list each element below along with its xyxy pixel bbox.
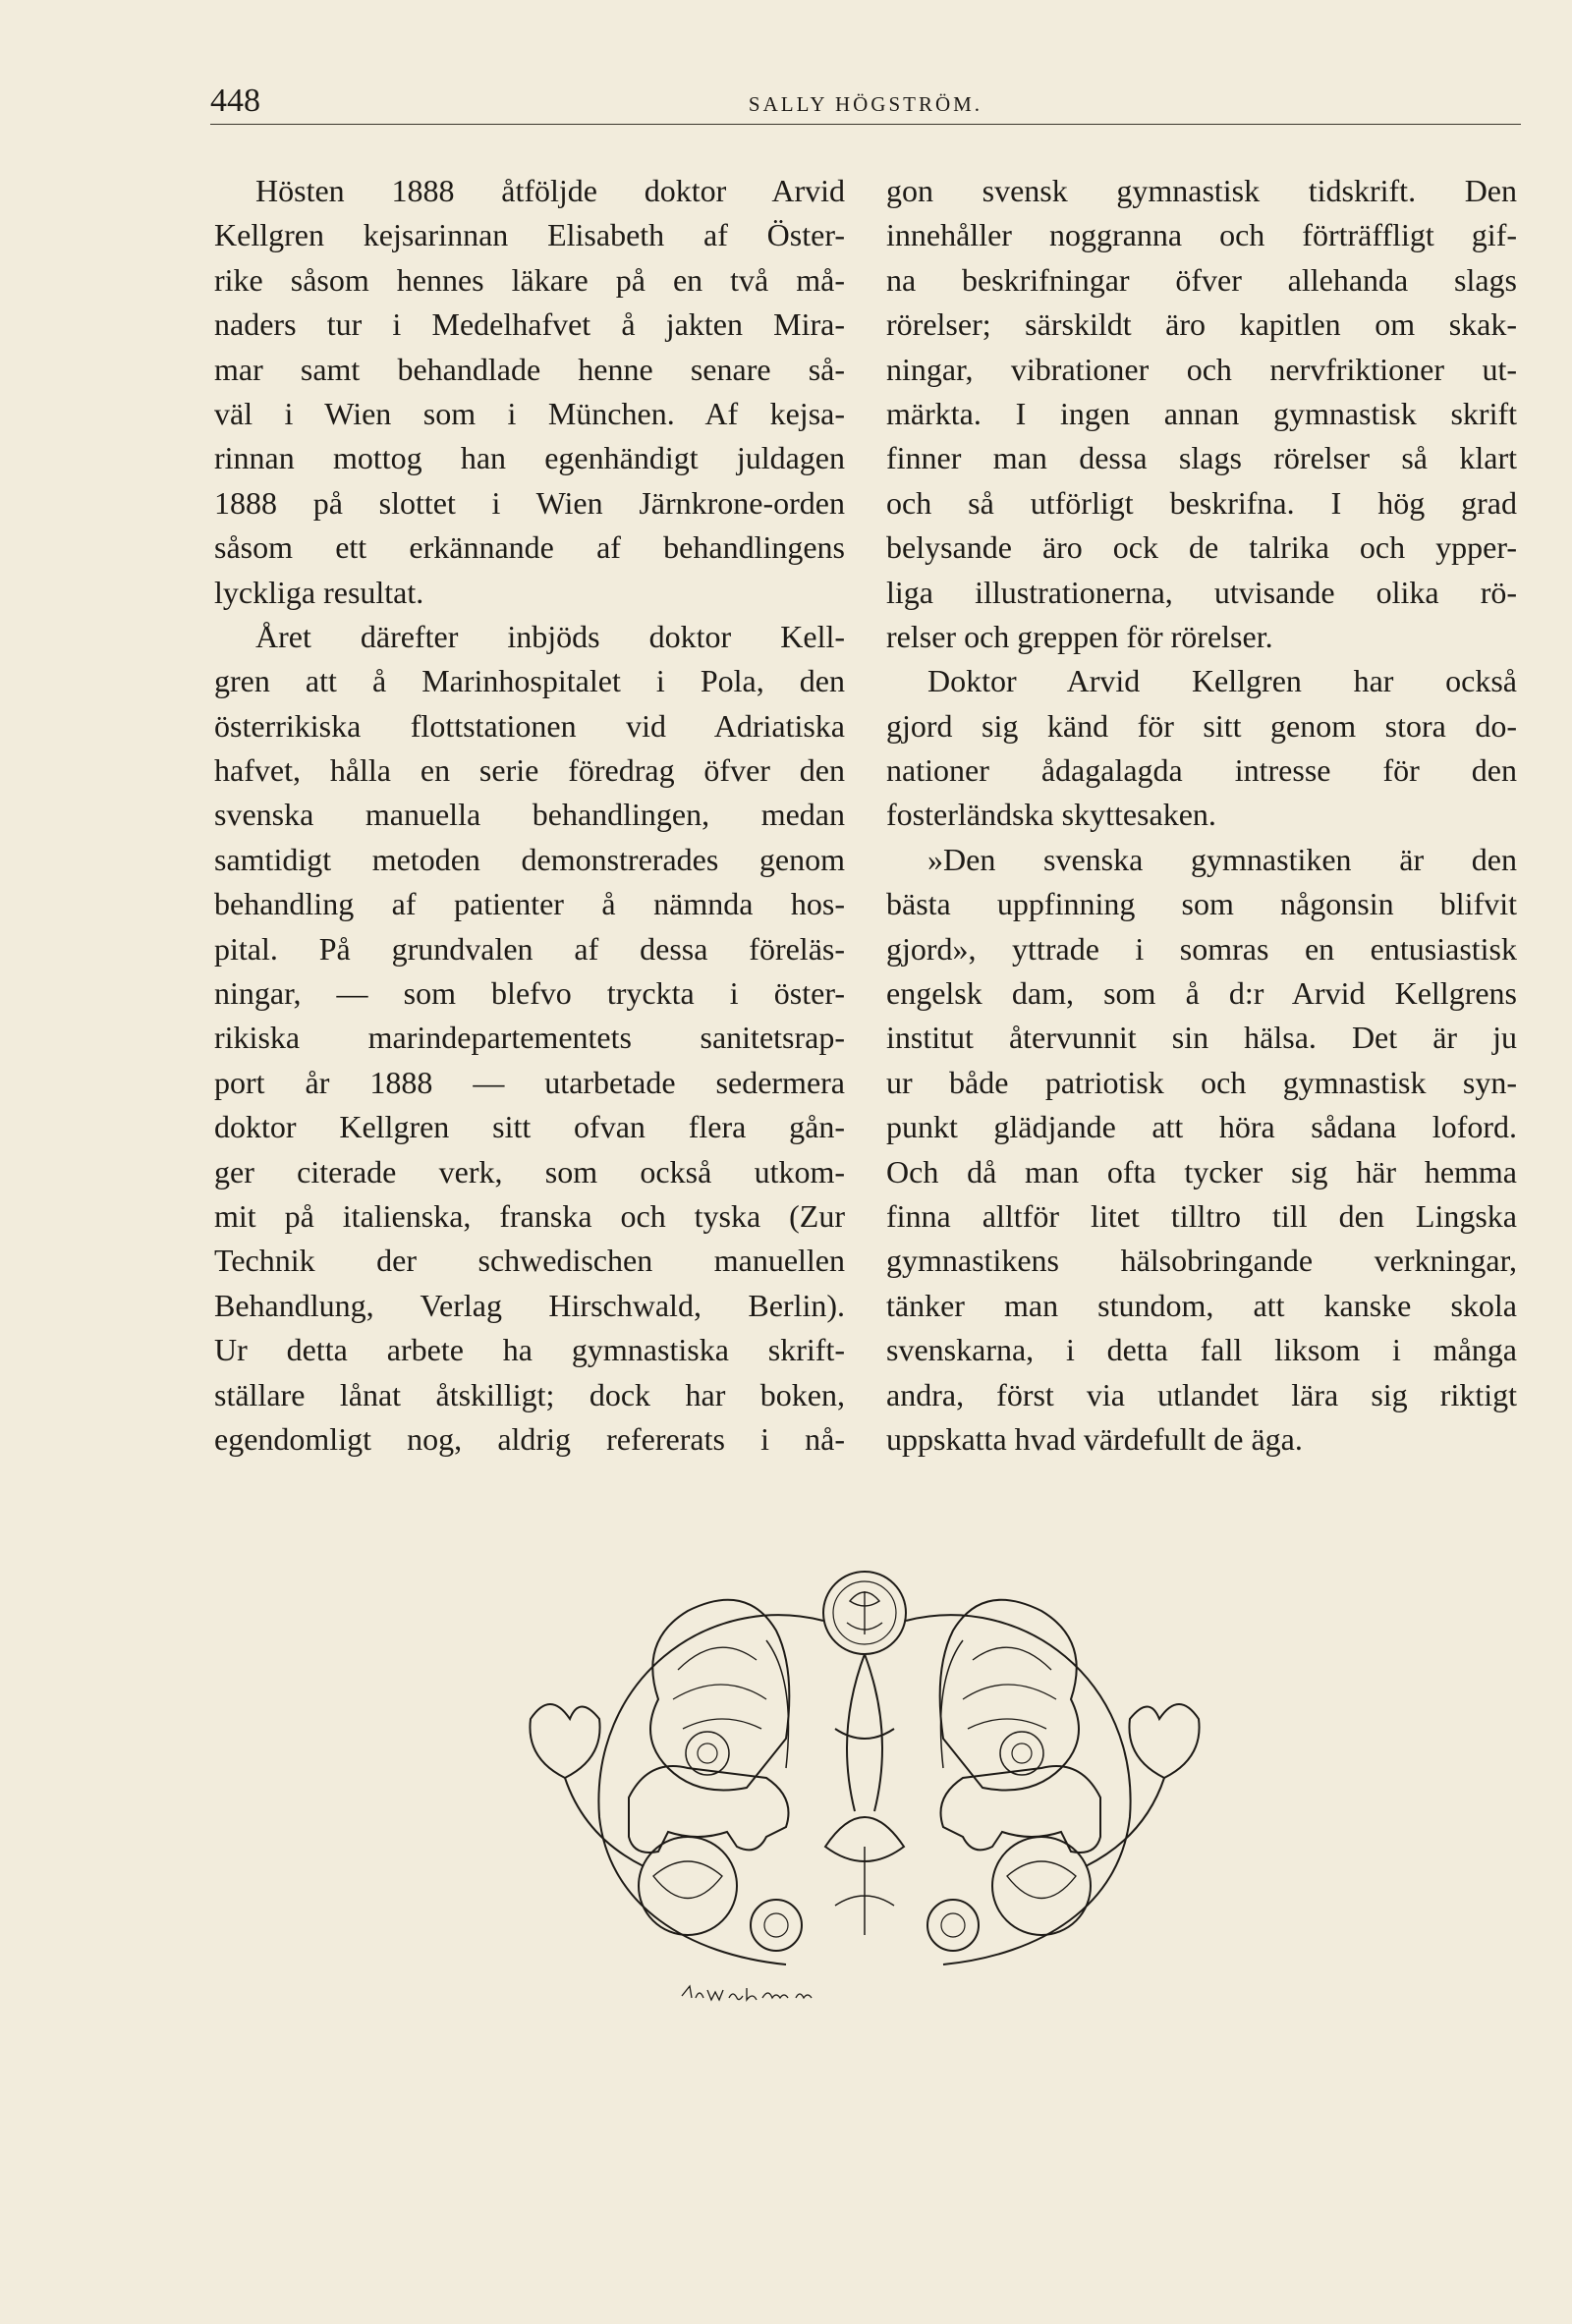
page-header (210, 83, 1521, 122)
text-line: belysande äro ock de talrika och ypper- (886, 529, 1517, 566)
text-line: engelsk dam, som å d:r Arvid Kellgrens (886, 975, 1517, 1012)
running-title: SALLY HÖGSTRÖM. (748, 92, 983, 116)
text-line: Kellgren kejsarinnan Elisabeth af Öster- (214, 217, 845, 253)
text-line: svenskarna, i detta fall liksom i många (886, 1332, 1517, 1368)
text-line: innehåller noggranna och förträffligt gif- (886, 217, 1517, 253)
text-line: port år 1888 — utarbetade sedermera (214, 1064, 845, 1100)
text-line: nationer ådagalagda intresse för den (886, 752, 1517, 789)
text-line: rinnan mottog han egenhändigt juldagen (214, 440, 845, 476)
text-line: gren att å Marinhospitalet i Pola, den (214, 663, 845, 699)
text-line: österrikiska flottstationen vid Adriatiska (214, 707, 845, 744)
text-line: fosterländska skyttesaken. (886, 797, 1216, 833)
text-line: pital. På grundvalen af dessa föreläs- (214, 930, 845, 967)
text-line: uppskatta hvad värdefullt de äga. (886, 1420, 1303, 1457)
text-line: 1888 på slottet i Wien Järnkrone-orden (214, 484, 845, 521)
text-line: rike såsom hennes läkare på en två må- (214, 261, 845, 298)
text-line: naders tur i Medelhafvet å jakten Mira- (214, 306, 845, 343)
text-line: egendomligt nog, aldrig refererats i nå- (214, 1420, 845, 1457)
text-line: relser och greppen för rörelser. (886, 618, 1273, 654)
text-line: punkt glädjande att höra sådana loford. (886, 1109, 1517, 1145)
text-line: tänker man stundom, att kanske skola (886, 1287, 1517, 1323)
left-column (214, 169, 845, 1462)
text-line: »Den svenska gymnastiken är den (927, 841, 1517, 877)
page-number: 448 (210, 83, 260, 119)
text-line: Hösten 1888 åtföljde doktor Arvid (255, 173, 845, 208)
text-line: finner man dessa slags rörelser så klart (886, 440, 1517, 476)
signature-scribble (678, 1978, 825, 2008)
text-line: svenska manuella behandlingen, medan (214, 797, 845, 833)
text-line: ur både patriotisk och gymnastisk syn- (886, 1064, 1517, 1100)
text-line: såsom ett erkännande af behandlingens (214, 529, 845, 566)
left-tulip (530, 1704, 644, 1866)
text-line: samtidigt metoden demonstrerades genom (214, 841, 845, 877)
right-column (886, 169, 1517, 1462)
text-line: Technik der schwedischen manuellen (214, 1243, 845, 1279)
text-line: väl i Wien som i München. Af kejsa- (214, 395, 845, 431)
text-line: Och då man ofta tycker sig här hemma (886, 1153, 1517, 1190)
text-line: andra, först via utlandet lära sig riktigt (886, 1376, 1517, 1412)
text-line: Året därefter inbjöds doktor Kell- (255, 618, 845, 654)
text-line: Ur detta arbete ha gymnastiska skrift- (214, 1332, 845, 1368)
text-line: rikiska marindepartementets sanitetsrap- (214, 1020, 845, 1056)
text-line: hafvet, hålla en serie föredrag öfver den (214, 752, 845, 789)
text-line: gjord sig känd för sitt genom stora do- (886, 707, 1517, 744)
header-rule (210, 124, 1521, 125)
text-line: ningar, vibrationer och nervfriktioner ut- (886, 351, 1517, 387)
text-line: ställare lånat åtskilligt; dock har boken, (214, 1376, 845, 1412)
text-line: mar samt behandlade henne senare så- (214, 351, 845, 387)
center-flower (825, 1817, 904, 1935)
text-line: institut återvunnit sin hälsa. Det är ju (886, 1020, 1517, 1056)
left-ornamental-figure (629, 1600, 789, 1853)
text-line: märkta. I ingen annan gymnastisk skrift (886, 395, 1517, 431)
text-line: bästa uppfinning som någonsin blifvit (886, 886, 1517, 922)
text-line: ningar, — som blefvo tryckta i öster- (214, 975, 845, 1012)
text-line: behandling af patienter å nämnda hos- (214, 886, 845, 922)
text-line: na beskrifningar öfver allehanda slags (886, 261, 1517, 298)
text-line: liga illustrationerna, utvisande olika rö- (886, 574, 1517, 610)
top-medallion (823, 1572, 906, 1654)
artist-signature (678, 1978, 825, 2008)
right-ornamental-figure (940, 1600, 1100, 1853)
text-line: doktor Kellgren sitt ofvan flera gån- (214, 1109, 845, 1145)
text-line: rörelser; särskildt äro kapitlen om skak- (886, 306, 1517, 343)
text-line: Behandlung, Verlag Hirschwald, Berlin). (214, 1287, 845, 1323)
text-line: ger citerade verk, som också utkom- (214, 1153, 845, 1190)
text-line: gon svensk gymnastisk tidskrift. Den (886, 173, 1517, 208)
center-stem (835, 1654, 894, 1811)
text-line: mit på italienska, franska och tyska (Zur (214, 1197, 845, 1234)
text-line: lyckliga resultat. (214, 574, 424, 610)
text-line: Doktor Arvid Kellgren har också (927, 663, 1517, 699)
text-line: finna alltför litet tilltro till den Lingska (886, 1197, 1517, 1234)
right-tulip (1086, 1704, 1200, 1866)
decorative-vignette (511, 1552, 1218, 2014)
text-line: gjord», yttrade i somras en entusiastisk (886, 930, 1517, 967)
text-line: och så utförligt beskrifna. I hög grad (886, 484, 1517, 521)
text-line: gymnastikens hälsobringande verkningar, (886, 1243, 1517, 1279)
